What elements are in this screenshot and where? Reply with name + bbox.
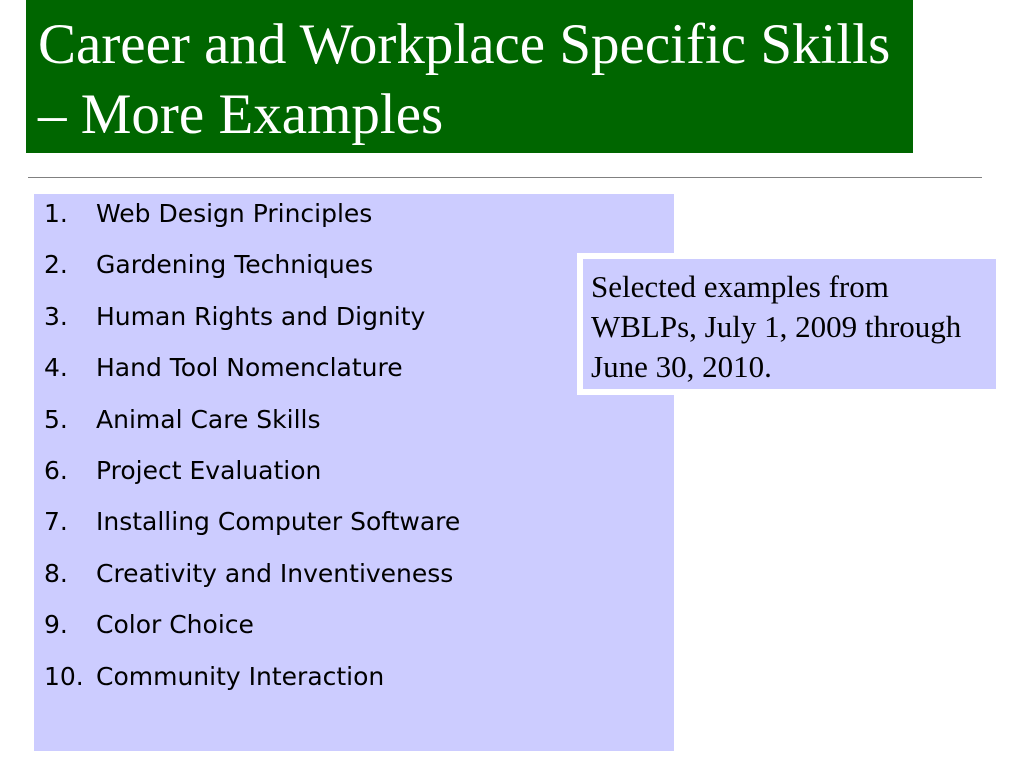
item-number: 5. xyxy=(44,404,68,434)
divider-line xyxy=(28,177,982,178)
item-label: Project Evaluation xyxy=(96,455,322,485)
list-item xyxy=(44,199,460,250)
item-number: 3. xyxy=(44,301,68,331)
list-item xyxy=(44,302,460,353)
list-item xyxy=(44,559,460,610)
list-item xyxy=(44,405,460,456)
item-number: 2. xyxy=(44,250,68,280)
item-number: 9. xyxy=(44,610,68,640)
list-item xyxy=(44,456,460,507)
item-number: 1. xyxy=(44,199,68,228)
slide-title: Career and Workplace Specific Skills – More Examples xyxy=(38,13,891,146)
list-item xyxy=(44,250,460,301)
item-label: Color Choice xyxy=(96,610,254,640)
item-label: Animal Care Skills xyxy=(96,404,321,434)
list-item xyxy=(44,610,460,661)
skills-list xyxy=(44,199,460,713)
item-label: Creativity and Inventiveness xyxy=(96,558,454,588)
note-text: Selected examples from WBLPs, July 1, 2009 through June 30, 2010. xyxy=(591,269,962,384)
item-number: 7. xyxy=(44,507,68,537)
item-label: Gardening Techniques xyxy=(96,250,374,280)
item-label: Human Rights and Dignity xyxy=(96,301,426,331)
list-item xyxy=(44,662,460,713)
item-number: 8. xyxy=(44,558,68,588)
item-label: Web Design Principles xyxy=(96,199,373,228)
note-callout xyxy=(577,253,997,395)
title-banner xyxy=(26,0,913,153)
note-panel xyxy=(583,259,996,389)
list-item xyxy=(44,507,460,558)
item-label: Hand Tool Nomenclature xyxy=(96,353,403,383)
item-label: Community Interaction xyxy=(96,661,385,691)
list-item xyxy=(44,353,460,404)
item-number: 6. xyxy=(44,455,68,485)
item-label: Installing Computer Software xyxy=(96,507,461,537)
item-number: 4. xyxy=(44,353,68,383)
item-number: 10. xyxy=(44,661,84,691)
